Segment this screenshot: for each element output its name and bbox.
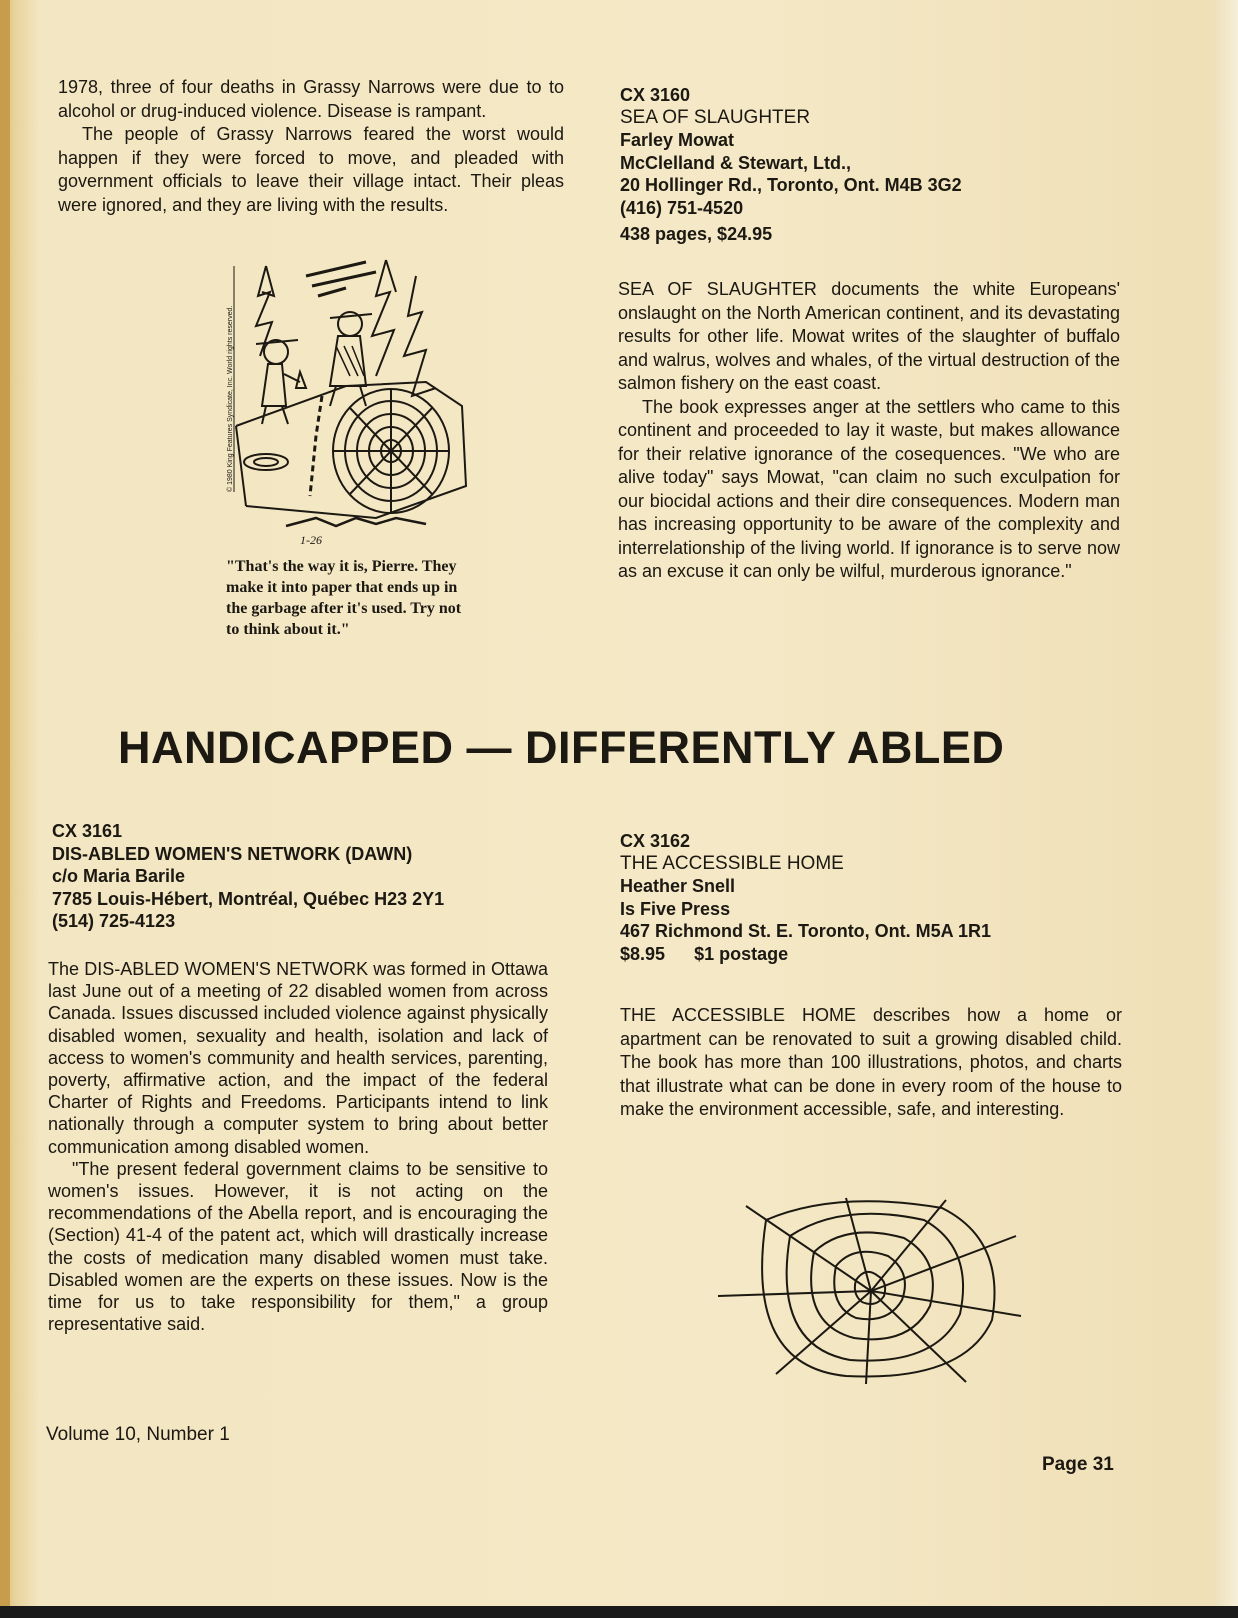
cx3162-author: Heather Snell [620, 876, 736, 896]
cx3160-code: CX 3160 [620, 85, 691, 105]
cx3161-address: 7785 Louis-Hébert, Montréal, Québec H23 2Y1 [52, 888, 445, 909]
cx3161-paragraph-2: "The present federal government claims to be sensitive to women's issues. However, it is not acting on the recommendations of the Abella report, and is encouraging the (Section) 41-4 of the patent act, which will drastically increase the costs of medication many disabled women must take. Disabled women are the experts on these issues. Now is the time for us to take responsibility for them," a group representative said. [48, 1158, 548, 1335]
cx3162-price: $8.95 [620, 943, 666, 964]
cx3161-phone: (514) 725-4123 [52, 911, 176, 931]
page-right-edge [1214, 0, 1238, 1618]
cx3161-title: DIS-ABLED WOMEN'S NETWORK (DAWN) [52, 843, 413, 864]
cx3161-header [52, 820, 512, 933]
scan-bottom-edge [0, 1606, 1238, 1618]
cx3162-price-line [620, 943, 1080, 966]
grassy-narrows-article [58, 76, 564, 217]
article-paragraph-1: 1978, three of four deaths in Grassy Narrows were due to to alcohol or drug-induced violence. Disease is rampant. [58, 77, 564, 121]
cx3162-title: THE ACCESSIBLE HOME [620, 852, 844, 874]
cx3160-details: 438 pages, $24.95 [620, 224, 773, 244]
footer-volume: Volume 10, Number 1 [46, 1424, 230, 1445]
footer-page-number: Page 31 [1042, 1454, 1114, 1475]
cx3160-address: 20 Hollinger Rd., Toronto, Ont. M4B 3G2 [620, 175, 962, 195]
cx3161-paragraph-1: The DIS-ABLED WOMEN'S NETWORK was formed in Ottawa last June out of a meeting of 22 disabled women from across Canada. Issues discussed included violence against physically disabled women, sexuality and health, isolation and lack of access to women's community and health services, parenting, poverty, affirmative action, and the impact of the federal Charter of Rights and Freedoms. Participants intend to link nationally through a computer system to bring about better communication among disabled women. [48, 959, 548, 1157]
cx3160-phone: (416) 751-4520 [620, 197, 744, 218]
cx3162-header [620, 830, 1080, 965]
spider-web-icon [716, 1196, 1026, 1386]
section-heading: HANDICAPPED — DIFFERENTLY ABLED [118, 722, 1005, 773]
cx3162-code: CX 3162 [620, 831, 691, 851]
cx3160-title: SEA OF SLAUGHTER [620, 106, 811, 128]
cx3160-author: Farley Mowat [620, 130, 735, 150]
cartoon-signature: 1-26 [300, 533, 322, 547]
article-paragraph-2: The people of Grassy Narrows feared the worst would happen if they were forced to move, and pleaded with government officials to leave their village intact. Their pleas were ignored, and they are living with the results. [58, 124, 564, 215]
cartoon-illustration [226, 256, 480, 554]
cx3160-publisher: McClelland & Stewart, Ltd., [620, 152, 852, 173]
cx3160-paragraph-1: SEA OF SLAUGHTER documents the white Europeans' onslaught on the North American continent, and its devastating results for other life. Mowat writes of the slaughter of buffalo and walrus, wolves and whales, of the virtual destruction of the salmon fishery on the east coast. [618, 279, 1120, 393]
cx3162-paragraph-1: THE ACCESSIBLE HOME describes how a home or apartment can be renovated to suit a growing disabled child. The book has more than 100 illustrations, photos, and charts that illustrate what can be done in every room of the house to make the environment accessible, safe, and interesting. [620, 1005, 1122, 1119]
cx3161-code: CX 3161 [52, 821, 123, 841]
cx3161-contact: c/o Maria Barile [52, 866, 186, 886]
cx3162-review [620, 1004, 1122, 1122]
cx3161-review [48, 958, 548, 1335]
cx3162-postage: $1 postage [694, 943, 789, 964]
cx3160-review [618, 278, 1120, 584]
cx3160-paragraph-2: The book expresses anger at the settlers who came to this continent and proceeded to lay it waste, but makes allowance for their relative ignorance of the cosequences. "We who are alive today" says Mowat, "can claim no such exculpation for our biocidal actions and their dire consequences. Modern man has increasing opportunity to be aware of the complexity and interrelationship of the living world. If ignorance is to serve now as an excuse it can only be wilful, murderous ignorance." [618, 396, 1120, 581]
cx3160-header [620, 84, 1030, 246]
lumberjack-cartoon-drawing [226, 256, 480, 554]
cartoon-caption: "That's the way it is, Pierre. They make it into paper that ends up in the garbage after it's used. Try not to think about it." [226, 558, 462, 638]
cx3162-address: 467 Richmond St. E. Toronto, Ont. M5A 1R1 [620, 921, 992, 941]
cartoon-copyright: © 1980 King Features Syndicate, Inc. World rights reserved. [227, 305, 234, 492]
spider-web-illustration [716, 1196, 1026, 1386]
cx3162-publisher: Is Five Press [620, 898, 731, 919]
page-binding-edge [0, 0, 10, 1618]
